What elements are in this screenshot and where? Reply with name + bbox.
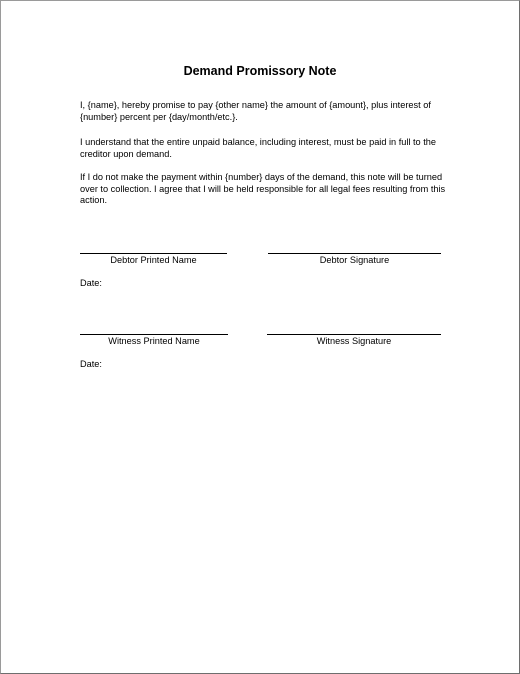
document-title: Demand Promissory Note [183,64,337,78]
debtor-printed-name-line [80,253,227,254]
witness-date-label: Date: [80,359,102,369]
debtor-date-label: Date: [80,278,102,288]
witness-printed-name-label: Witness Printed Name [108,336,200,346]
witness-signature-line [267,334,441,335]
balance-paragraph: I understand that the entire unpaid balance, including interest, must be paid in full to the creditor upon demand. [80,137,436,159]
collection-paragraph: If I do not make the payment within {number} days of the demand, this note will be turned over to collection. I agree that I will be held responsible for all legal fees resulting from this action. [80,172,446,205]
promise-paragraph: I, {name}, hereby promise to pay {other name} the amount of {amount}, plus interest of {number} percent per {day/month/etc.}. [80,100,431,122]
witness-signature-label: Witness Signature [316,336,392,346]
debtor-signature-label: Debtor Signature [319,255,390,265]
debtor-printed-name-label: Debtor Printed Name [110,255,197,265]
debtor-signature-line [268,253,441,254]
witness-printed-name-line [80,334,228,335]
